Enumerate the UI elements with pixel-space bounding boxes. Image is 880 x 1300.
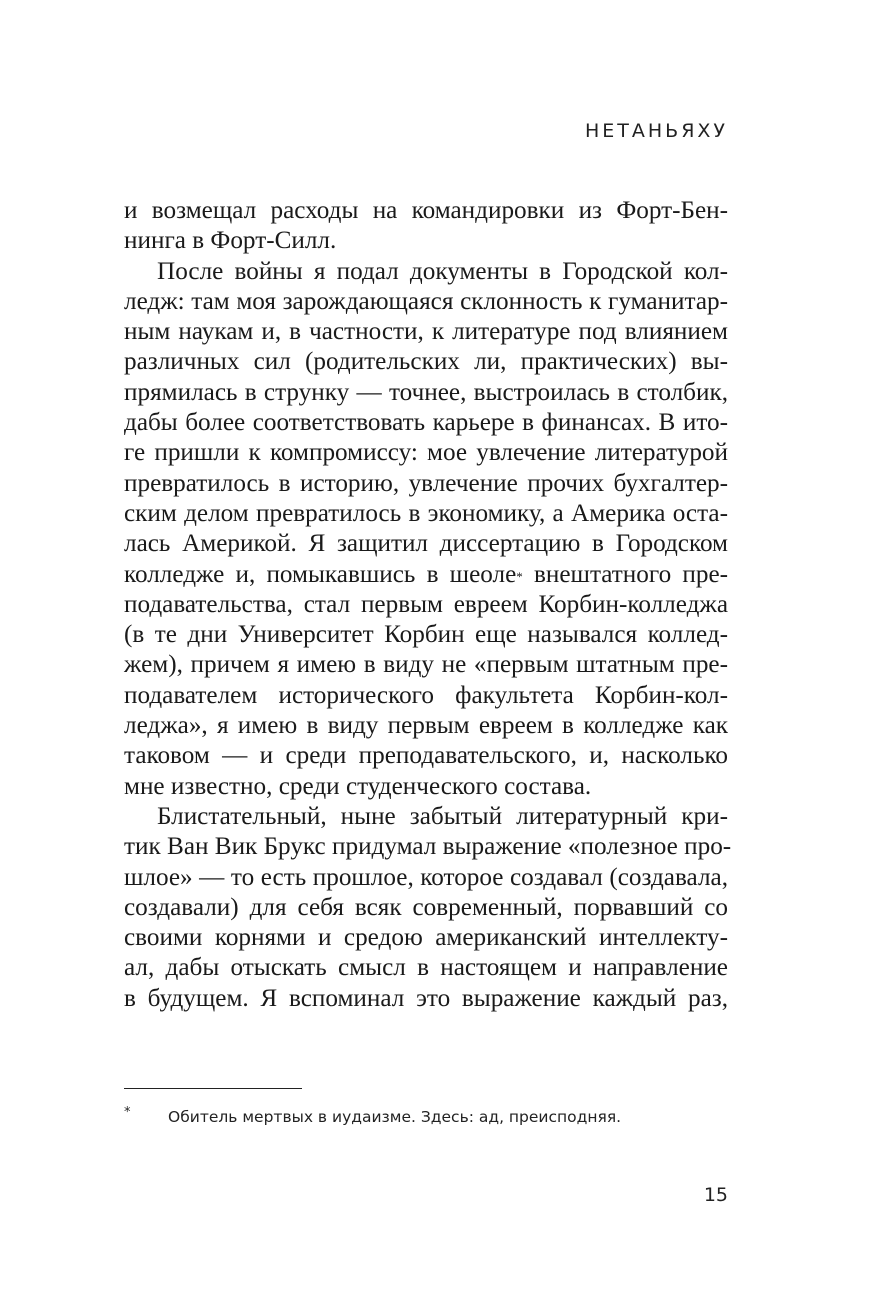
text-line: превратилось в историю, увлечение прочих бухгалтер- — [124, 469, 728, 497]
text-line: прямилась в струнку — точнее, выстроилась в столбик, — [124, 378, 728, 406]
running-title: НЕТАНЬЯХУ — [584, 120, 728, 142]
text-line: лась Америкой. Я защитил диссертацию в Городском — [124, 530, 728, 558]
page-number: 15 — [703, 1184, 728, 1206]
text-line: леджа», я имею в виду первым евреем в колледже как — [124, 712, 728, 740]
text-line-with-footnote — [124, 560, 728, 590]
text-line: мне известно, среди студенческого состава. — [124, 772, 592, 800]
text-line: нинга в Форт-Силл. — [124, 227, 337, 255]
footnote-divider — [124, 1088, 302, 1089]
text-line: (в те дни Университет Корбин еще назывался коллед- — [124, 621, 728, 649]
text-line: ге пришли к компромиссу: мое увлечение литературой — [124, 439, 728, 467]
text-line: различных сил (родительских ли, практических) вы- — [124, 348, 728, 376]
footnote-text: Обитель мертвых в иудаизме. Здесь: ад, преисподняя. — [168, 1108, 622, 1126]
text-line: шлое» — то есть прошлое, которое создавал (создавала, — [124, 863, 728, 891]
text-line: ным наукам и, в частности, к литературе под влиянием — [124, 318, 728, 346]
text-line: своими корнями и средою американский интеллекту- — [124, 924, 728, 952]
text-line: ал, дабы отыскать смысл в настоящем и направление — [124, 954, 728, 982]
text-line: ледж: там моя зарождающаяся склонность к гуманитар- — [124, 287, 728, 315]
footnote-marker: * — [124, 1105, 131, 1120]
footnote-reference: * — [516, 568, 523, 584]
text-line: тик Ван Вик Брукс придумал выражение «полезное про- — [124, 833, 732, 861]
text-segment: внештатного пре- — [534, 560, 729, 588]
text-line: и возмещал расходы на командировки из Форт-Бен- — [124, 197, 728, 224]
text-line: После войны я подал документы в Городской кол- — [157, 257, 728, 285]
body-text — [124, 196, 732, 1014]
text-line: в будущем. Я вспоминал это выражение каждый раз, — [124, 984, 728, 1012]
text-line: ским делом превратилось в экономику, а Америка оста- — [124, 499, 728, 527]
text-line: дабы более соответствовать карьере в финансах. В ито- — [124, 409, 728, 437]
text-segment: колледже и, помыкавшись в шеоле — [124, 560, 517, 588]
text-line: подавательства, стал первым евреем Корбин-колледжа — [124, 590, 728, 618]
text-line: жем), причем я имею в виду не «первым штатным пре- — [124, 651, 728, 679]
text-line: создавали) для себя всяк современный, порвавший со — [124, 893, 728, 921]
text-line: подавателем исторического факультета Корбин-кол- — [124, 681, 728, 709]
text-line: таковом — и среди преподавательского, и, насколько — [124, 742, 728, 770]
text-line: Блистательный, ныне забытый литературный кри- — [157, 802, 728, 830]
